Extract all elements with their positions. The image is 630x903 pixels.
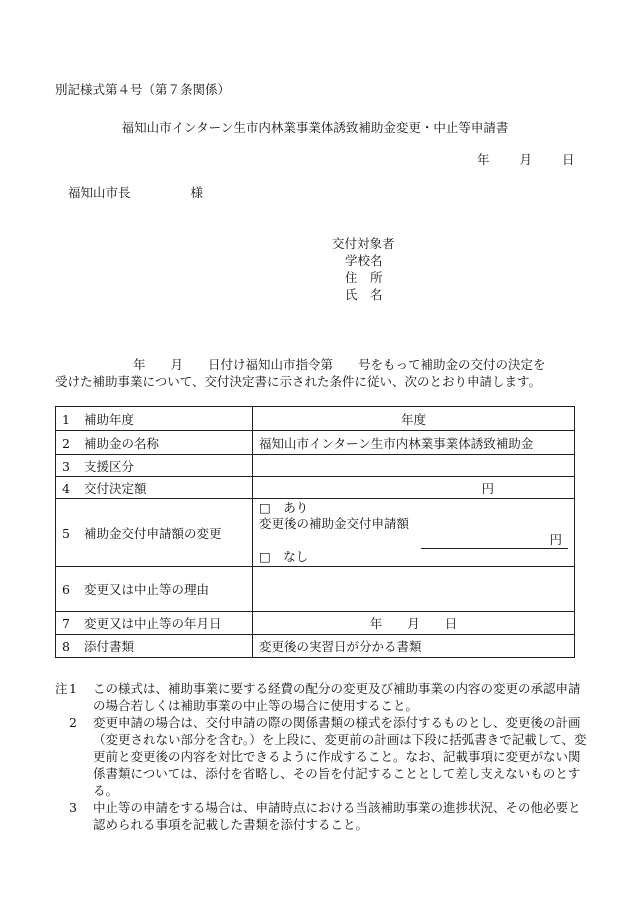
table-row bbox=[56, 499, 575, 567]
attachments-field: 変更後の実習日が分かる書類 bbox=[253, 635, 575, 658]
body-text bbox=[55, 356, 585, 390]
notes bbox=[55, 680, 590, 833]
applicant-name: 氏 名 bbox=[345, 287, 383, 302]
after-amount-input[interactable]: 円 bbox=[259, 532, 568, 549]
reason-field[interactable] bbox=[253, 567, 575, 612]
after-amount-label: 変更後の補助金交付申請額 bbox=[259, 516, 410, 531]
applicant-label: 交付対象者 bbox=[332, 236, 395, 251]
table-row bbox=[56, 612, 575, 635]
subsidy-name-field: 福知山市インターン生市内林業事業体誘致補助金 bbox=[253, 431, 575, 455]
decided-amount-field[interactable]: 円 bbox=[253, 477, 575, 499]
row-label: 7 変更又は中止等の年月日 bbox=[56, 612, 253, 635]
row-label: 1 補助年度 bbox=[56, 407, 253, 431]
change-no-checkbox[interactable]: □ なし bbox=[259, 549, 309, 564]
application-table bbox=[55, 406, 575, 658]
date-year: 年 bbox=[477, 152, 490, 167]
note-item: 3 中止等の申請をする場合は、申請時点における当該補助事業の進捗状況、その他必要と認められる事項を記載した書類を添付すること。 bbox=[69, 800, 581, 832]
table-row bbox=[56, 477, 575, 499]
row-label: 5 補助金交付申請額の変更 bbox=[56, 499, 253, 567]
note-item: 2 変更申請の場合は、交付申請の際の関係書類の様式を添付するものとし、変更後の計画（変更されない部分を含む。）を上段に、変更前の計画は下段に括弧書きで記載して、変更前と変更後の内容を対比できるように作成すること。なお、記載事項に変更がない関係書類については、添付を省略し、その旨を付記することとして差し支えないものとする。 bbox=[69, 715, 587, 798]
row-label: 3 支援区分 bbox=[56, 455, 253, 477]
body-line-1: 年 月 日付け福知山市指令第 号をもって補助金の交付の決定を bbox=[133, 357, 546, 372]
body-line-2: 受けた補助事業について、交付決定書に示された条件に従い、次のとおり申請します。 bbox=[55, 374, 542, 389]
table-row bbox=[56, 567, 575, 612]
row-label: 8 添付書類 bbox=[56, 635, 253, 658]
table-row bbox=[56, 455, 575, 477]
change-date-field[interactable]: 年 月 日 bbox=[253, 612, 575, 635]
form-number: 別記様式第４号（第７条関係） bbox=[55, 82, 231, 97]
document-title: 福知山市インターン生市内林業事業体誘致補助金変更・中止等申請書 bbox=[121, 120, 509, 135]
addressee-honorific: 様 bbox=[190, 185, 204, 200]
table-row bbox=[56, 431, 575, 455]
fiscal-year-field[interactable]: 年度 bbox=[253, 407, 575, 431]
date-day: 日 bbox=[562, 152, 575, 167]
row-label: 6 変更又は中止等の理由 bbox=[56, 567, 253, 612]
notes-heading: 注 bbox=[55, 681, 68, 696]
table-row bbox=[56, 407, 575, 431]
applicant-address: 住 所 bbox=[345, 270, 383, 285]
change-yes-checkbox[interactable]: □ あり bbox=[259, 500, 309, 515]
applicant-block bbox=[332, 235, 395, 303]
row-label: 2 補助金の名称 bbox=[56, 431, 253, 455]
applicant-school: 学校名 bbox=[345, 253, 383, 268]
row-label: 4 交付決定額 bbox=[56, 477, 253, 499]
support-category-field[interactable] bbox=[253, 455, 575, 477]
addressee-name: 福知山市長 bbox=[68, 185, 131, 200]
addressee bbox=[68, 183, 203, 201]
table-row bbox=[56, 635, 575, 658]
date-month: 月 bbox=[519, 152, 533, 167]
date-line bbox=[477, 150, 575, 168]
amount-change-field bbox=[253, 499, 575, 567]
note-item: 注 1 この様式は、補助事業に要する経費の配分の変更及び補助事業の内容の変更の承認申請の場合若しくは補助事業の中止等の場合に使用すること。 bbox=[55, 681, 581, 713]
